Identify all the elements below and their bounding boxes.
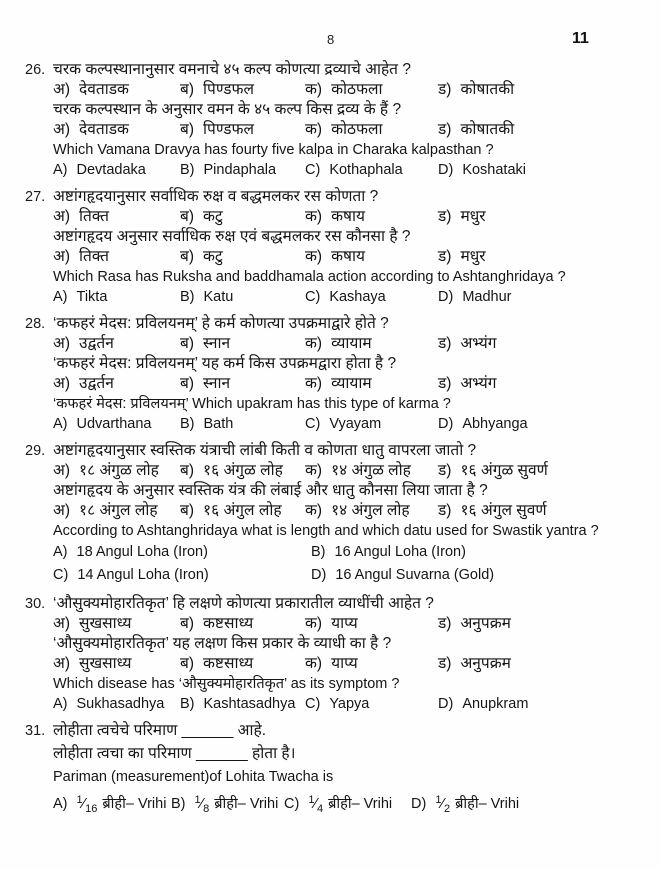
option-text: Tikta — [76, 289, 108, 305]
question-29 — [25, 441, 645, 587]
options-row-english — [53, 287, 645, 307]
option-item — [411, 790, 519, 819]
option-item — [305, 207, 365, 227]
option-label: A) — [53, 696, 68, 712]
option-label: ड) — [438, 248, 452, 265]
question-text-hindi: चरक कल्पस्थान के अनुसार वमन के ४५ कल्प किस द्रव्य के हैं ? — [53, 101, 402, 118]
option-label: ब) — [180, 335, 195, 352]
option-item — [305, 501, 410, 521]
option-text: उद्वर्तन — [79, 335, 114, 352]
option-text: उद्वर्तन — [79, 375, 114, 392]
option-label: अ) — [53, 375, 71, 392]
option-text: अभ्यंग — [460, 335, 497, 352]
option-item — [53, 790, 166, 819]
options-row-hindi — [53, 374, 645, 394]
option-label: अ) — [53, 502, 71, 519]
option-text: 16 Angul Suvarna (Gold) — [335, 567, 495, 583]
option-label: B) — [180, 289, 195, 305]
option-label: अ) — [53, 208, 71, 225]
option-label: D) — [311, 567, 327, 583]
question-text-marathi: ‘औसुक्यमोहारतिकृत’ हि लक्षणे कोणत्या प्रकारातील व्याधींची आहेत ? — [53, 595, 434, 612]
option-label: C) — [305, 289, 321, 305]
option-label: D) — [438, 289, 454, 305]
option-text: Katu — [203, 289, 234, 305]
option-label: D) — [438, 696, 454, 712]
option-fraction: $^1⁄_8$ — [194, 794, 210, 815]
option-item — [311, 564, 494, 587]
question-text-hindi: लोहीता त्वचा का परिमाण ______ होता है। — [53, 745, 296, 762]
question-text-english: According to Ashtanghridaya what is length and which datu used for Swastik yantra ? — [53, 523, 599, 539]
option-label: C) — [284, 796, 300, 812]
option-item — [180, 80, 254, 100]
option-label: ड) — [438, 462, 452, 479]
options-row-marathi — [53, 207, 645, 227]
option-text: ब्रीही– Vrihi — [102, 796, 167, 812]
question-body — [53, 594, 645, 714]
option-label: B) — [171, 796, 186, 812]
option-item — [53, 541, 208, 564]
option-label: अ) — [53, 615, 71, 632]
option-label: ड) — [438, 615, 452, 632]
option-item — [180, 334, 230, 354]
option-item — [53, 654, 131, 674]
options-row-english — [53, 694, 645, 714]
option-text: १६ अंगुल लोह — [203, 502, 282, 519]
option-text: कोठफला — [331, 81, 383, 98]
question-body — [53, 441, 645, 587]
question-body — [53, 314, 645, 434]
option-label: क) — [305, 462, 323, 479]
option-label: क) — [305, 121, 323, 138]
questions-list — [25, 60, 645, 820]
option-text: कोषातकी — [460, 121, 515, 138]
option-text: मधुर — [460, 208, 486, 225]
option-text: Vyayam — [329, 416, 382, 432]
option-label: D) — [438, 162, 454, 178]
option-label: B) — [311, 544, 326, 560]
option-item — [53, 207, 109, 227]
option-text: तिक्त — [79, 248, 110, 265]
question-30 — [25, 594, 645, 714]
option-item — [305, 374, 372, 394]
option-label: ब) — [180, 615, 195, 632]
option-text: ब्रीही– Vrihi — [455, 796, 520, 812]
option-label: क) — [305, 375, 323, 392]
option-label: अ) — [53, 81, 71, 98]
option-text: Udvarthana — [76, 416, 152, 432]
option-item — [180, 501, 282, 521]
option-text: कोषातकी — [460, 81, 515, 98]
option-item — [438, 414, 528, 434]
option-label: अ) — [53, 655, 71, 672]
option-item — [305, 694, 369, 714]
option-item — [53, 501, 158, 521]
option-text: Bath — [203, 416, 234, 432]
option-label: A) — [53, 289, 68, 305]
option-text: Sukhasadhya — [76, 696, 165, 712]
option-label: क) — [305, 615, 323, 632]
option-text: ब्रीही– Vrihi — [328, 796, 393, 812]
question-text-hindi: अष्टांगहृदय अनुसार सर्वाधिक रुक्ष एवं बद्धमलकर रस कौनसा है ? — [53, 228, 411, 245]
option-item — [305, 654, 358, 674]
option-item — [305, 120, 382, 140]
option-label: ब) — [180, 502, 195, 519]
option-item — [53, 80, 129, 100]
option-text: कोठफला — [331, 121, 383, 138]
question-text-english: Which Rasa has Ruksha and baddhamala action according to Ashtanghridaya ? — [53, 269, 566, 285]
question-text-hindi: अष्टांगहृदय के अनुसार स्वस्तिक यंत्र की लंबाई और धातु कौनसा लिया जाता है ? — [53, 482, 488, 499]
option-item — [53, 160, 146, 180]
option-fraction: $^1⁄_2$ — [435, 794, 451, 815]
option-item — [180, 160, 276, 180]
option-label: क) — [305, 208, 323, 225]
option-label: D) — [411, 796, 427, 812]
option-label: C) — [305, 696, 321, 712]
option-item — [438, 247, 486, 267]
question-text-english: Which Vamana Dravya has fourty five kalpa in Charaka kalpasthan ? — [53, 142, 494, 158]
option-item — [53, 287, 107, 307]
option-text: मधुर — [460, 248, 486, 265]
option-text: अनुपक्रम — [460, 655, 511, 672]
option-item — [53, 120, 129, 140]
option-label: B) — [180, 696, 195, 712]
option-label: B) — [180, 162, 195, 178]
option-text: देवताडक — [79, 81, 129, 98]
option-label: ड) — [438, 121, 452, 138]
option-text: Pindaphala — [203, 162, 277, 178]
option-text: देवताडक — [79, 121, 129, 138]
option-item — [438, 694, 528, 714]
option-label: B) — [180, 416, 195, 432]
option-label: अ) — [53, 248, 71, 265]
option-item — [180, 694, 295, 714]
option-text: १६ अंगुळ सुवर्ण — [460, 462, 548, 479]
option-text: Abhyanga — [462, 416, 528, 432]
option-text: स्नान — [203, 335, 231, 352]
option-item — [53, 374, 114, 394]
option-fraction: $^1⁄_4$ — [308, 794, 324, 815]
option-item — [305, 614, 358, 634]
options-row-english — [53, 414, 645, 434]
question-number: 31. — [25, 723, 46, 739]
option-text: कटु — [203, 208, 223, 225]
option-text: सुखसाध्य — [79, 655, 132, 672]
option-item — [180, 287, 233, 307]
option-item — [171, 790, 278, 819]
option-label: ड) — [438, 502, 452, 519]
option-label: ड) — [438, 335, 452, 352]
option-text: याप्य — [331, 655, 358, 672]
option-label: A) — [53, 544, 68, 560]
option-text: १८ अंगुल लोह — [79, 502, 158, 519]
option-label: C) — [53, 567, 69, 583]
option-item — [305, 334, 372, 354]
question-text-english: Which disease has ‘औसुक्यमोहारतिकृत’ as its symptom ? — [53, 676, 400, 692]
option-text: व्यायाम — [331, 335, 372, 352]
option-text: Kothaphala — [329, 162, 403, 178]
option-label: A) — [53, 796, 68, 812]
question-28 — [25, 314, 645, 434]
option-item — [305, 461, 411, 481]
option-item — [305, 247, 365, 267]
option-text: Koshataki — [462, 162, 526, 178]
question-31 — [25, 721, 645, 813]
option-text: पिण्डफल — [203, 81, 254, 98]
options-row-english — [53, 160, 645, 180]
option-label: अ) — [53, 335, 71, 352]
option-text: अभ्यंग — [460, 375, 497, 392]
option-label: C) — [305, 162, 321, 178]
option-text: १६ अंगुल सुवर्ण — [460, 502, 547, 519]
option-text: Anupkram — [462, 696, 529, 712]
option-text: Kashaya — [329, 289, 386, 305]
option-label: ब) — [180, 248, 195, 265]
option-label: ब) — [180, 208, 195, 225]
option-item — [305, 287, 386, 307]
option-item — [438, 501, 547, 521]
question-text-hindi: ‘औसुक्यमोहारतिकृत’ यह लक्षण किस प्रकार के व्याधी का है ? — [53, 635, 392, 652]
question-27 — [25, 187, 645, 307]
question-number: 30. — [25, 596, 46, 612]
options-row-marathi — [53, 80, 645, 100]
option-label: A) — [53, 416, 68, 432]
question-number: 27. — [25, 189, 46, 205]
option-label: अ) — [53, 121, 71, 138]
option-text: १८ अंगुळ लोह — [79, 462, 159, 479]
option-item — [180, 614, 253, 634]
option-label: क) — [305, 248, 323, 265]
question-text-hindi: ‘कफहरं मेदस: प्रविलयनम्’ यह कर्म किस उपक्रमद्वारा होता है ? — [53, 355, 397, 372]
option-item — [53, 564, 209, 587]
option-text: 14 Angul Loha (Iron) — [77, 567, 209, 583]
question-text-marathi: ‘कफहरं मेदस: प्रविलयनम्’ हे कर्म कोणत्या उपक्रमाद्वारे होते ? — [53, 315, 389, 332]
question-body — [53, 187, 645, 307]
option-text: Kashtasadhya — [203, 696, 296, 712]
option-label: अ) — [53, 462, 71, 479]
page-number-center: 8 — [327, 32, 335, 47]
option-item — [180, 654, 253, 674]
option-item — [53, 247, 109, 267]
option-label: ब) — [180, 655, 195, 672]
option-label: ड) — [438, 81, 452, 98]
options-row-marathi — [53, 461, 645, 481]
option-item — [438, 207, 486, 227]
option-label: क) — [305, 502, 323, 519]
option-text: कष्टसाध्य — [203, 615, 254, 632]
option-item — [53, 414, 151, 434]
question-text-marathi: अष्टांगहृदयानुसार स्वस्तिक यंत्राची लांबी किती व कोणता धातु वापरला जातो ? — [53, 442, 477, 459]
option-text: १४ अंगुल लोह — [331, 502, 410, 519]
options-row-hindi — [53, 501, 645, 521]
option-label: ड) — [438, 208, 452, 225]
option-item — [438, 120, 514, 140]
option-item — [53, 694, 164, 714]
options-row-english — [53, 541, 645, 587]
question-text-marathi: चरक कल्पस्थानानुसार वमनाचे ४५ कल्प कोणत्या द्रव्याचे आहेत ? — [53, 61, 411, 78]
option-text: स्नान — [203, 375, 231, 392]
option-text: कषाय — [331, 248, 365, 265]
question-number: 26. — [25, 62, 46, 78]
options-row-marathi — [53, 334, 645, 354]
option-item — [438, 287, 511, 307]
option-label: ब) — [180, 375, 195, 392]
option-text: कटु — [203, 248, 223, 265]
option-item — [438, 614, 511, 634]
option-item — [180, 461, 283, 481]
option-item — [180, 247, 223, 267]
option-label: ड) — [438, 375, 452, 392]
option-item — [438, 374, 496, 394]
option-item — [180, 374, 230, 394]
option-text: 16 Angul Loha (Iron) — [334, 544, 466, 560]
question-number: 28. — [25, 316, 46, 332]
option-item — [180, 207, 223, 227]
option-item — [53, 461, 159, 481]
option-text: १६ अंगुळ लोह — [203, 462, 283, 479]
option-text: Madhur — [462, 289, 512, 305]
option-label: क) — [305, 81, 323, 98]
option-item — [284, 790, 392, 819]
page-number-right: 11 — [572, 30, 589, 47]
option-text: ब्रीही– Vrihi — [214, 796, 279, 812]
option-label: ब) — [180, 462, 195, 479]
option-label: D) — [438, 416, 454, 432]
option-item — [305, 414, 381, 434]
option-item — [53, 334, 114, 354]
question-body — [53, 60, 645, 180]
option-item — [305, 80, 382, 100]
question-text-english: Pariman (measurement)of Lohita Twacha is — [53, 769, 334, 785]
option-label: क) — [305, 335, 323, 352]
page-header — [0, 30, 661, 52]
option-item — [180, 120, 254, 140]
question-text-marathi: अष्टांगहृदयानुसार सर्वाधिक रुक्ष व बद्धमलकर रस कोणता ? — [53, 188, 379, 205]
option-label: A) — [53, 162, 68, 178]
option-item — [438, 160, 526, 180]
options-row-hindi — [53, 120, 645, 140]
option-item — [180, 414, 233, 434]
question-text-english: ‘कफहरं मेदस: प्रविलयनम्’ Which upakram has this type of karma ? — [53, 396, 451, 412]
option-text: Devtadaka — [76, 162, 146, 178]
option-text: कष्टसाध्य — [203, 655, 254, 672]
option-item — [438, 334, 496, 354]
option-text: सुखसाध्य — [79, 615, 132, 632]
question-text-marathi: लोहीता त्वचेचे परिमाण ______ आहे. — [53, 722, 267, 739]
option-text: Yapya — [329, 696, 370, 712]
option-text: अनुपक्रम — [460, 615, 511, 632]
option-fraction: $^1⁄_{16}$ — [76, 794, 98, 815]
options-row-hindi — [53, 247, 645, 267]
question-26 — [25, 60, 645, 180]
question-body — [53, 721, 645, 813]
option-text: 18 Angul Loha (Iron) — [76, 544, 208, 560]
option-label: क) — [305, 655, 323, 672]
option-item — [438, 654, 511, 674]
options-row-hindi — [53, 654, 645, 674]
option-label: ब) — [180, 81, 195, 98]
option-item — [438, 461, 548, 481]
option-label: ब) — [180, 121, 195, 138]
option-text: तिक्त — [79, 208, 110, 225]
option-item — [305, 160, 403, 180]
option-label: C) — [305, 416, 321, 432]
options-row-marathi — [53, 614, 645, 634]
option-item — [53, 614, 131, 634]
option-item — [438, 80, 514, 100]
option-text: १४ अंगुळ लोह — [331, 462, 411, 479]
question-number: 29. — [25, 443, 46, 459]
options-row-english — [53, 790, 645, 815]
option-label: ड) — [438, 655, 452, 672]
option-text: व्यायाम — [331, 375, 372, 392]
option-text: याप्य — [331, 615, 358, 632]
option-item — [311, 541, 466, 564]
option-text: कषाय — [331, 208, 365, 225]
option-text: पिण्डफल — [203, 121, 254, 138]
